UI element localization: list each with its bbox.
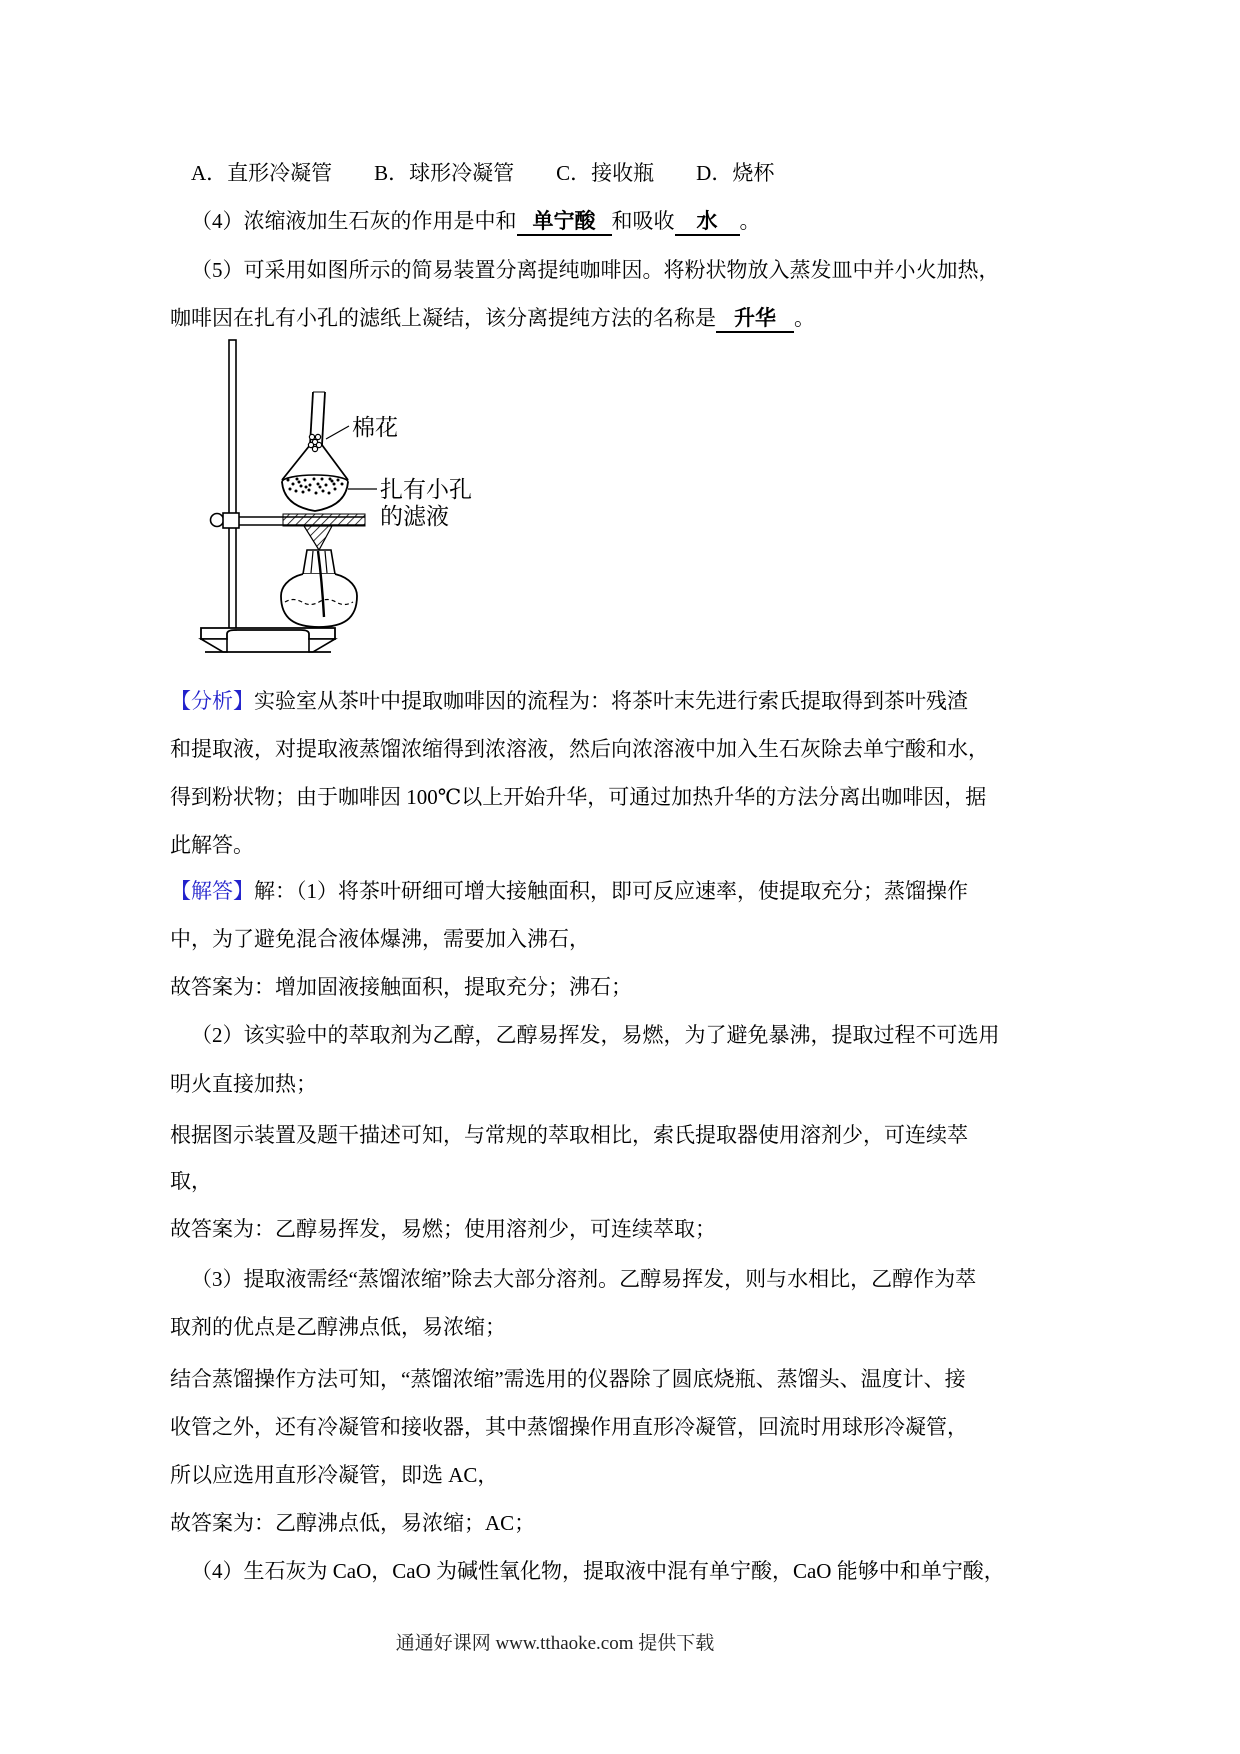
question-4-end: 。 — [739, 209, 761, 233]
solution-line-11: 结合蒸馏操作方法可知，“蒸馏浓缩”需选用的仪器除了圆底烧瓶、蒸馏头、温度计、接 — [170, 1367, 966, 1391]
paper-label: 的滤液 — [380, 504, 449, 529]
analysis-line-4: 此解答。 — [170, 833, 254, 857]
cotton-icon — [308, 434, 321, 451]
apparatus-figure — [185, 338, 585, 660]
figure-labels — [326, 415, 472, 529]
solution-line-13: 所以应选用直形冷凝管，即选 AC， — [170, 1463, 499, 1487]
alcohol-lamp-icon — [281, 550, 357, 627]
answer-blank-tannic-acid: 单宁酸 — [517, 209, 612, 236]
question-5-end: 。 — [794, 306, 815, 330]
solution-line-7: 取， — [170, 1169, 212, 1193]
analysis-line-3: 得到粉状物；由于咖啡因 100℃以上开始升华，可通过加热升华的方法分离出咖啡因，据 — [170, 785, 987, 809]
cotton-label: 棉花 — [352, 415, 398, 440]
question-5-text: 咖啡因在扎有小孔的滤纸上凝结，该分离提纯方法的名称是 — [170, 306, 716, 330]
analysis-tag: 【分析】 — [170, 689, 254, 713]
answer-blank-sublimation: 升华 — [716, 306, 794, 333]
solution-line-1 — [170, 878, 1090, 905]
solution-line-10: 取剂的优点是乙醇沸点低，易浓缩； — [170, 1315, 506, 1339]
solution-line-9: （3）提取液需经“蒸馏浓缩”除去大部分溶剂。乙醇易挥发，则与水相比，乙醇作为萃 — [191, 1267, 977, 1291]
filter-paper-dish-icon — [282, 475, 348, 511]
solution-line-15: （4）生石灰为 CaO，CaO 为碱性氧化物，提取液中混有单宁酸，CaO 能够中和单宁酸， — [191, 1559, 1005, 1583]
clamp-ring-icon — [211, 513, 366, 528]
solution-line-14: 故答案为：乙醇沸点低，易浓缩；AC； — [170, 1511, 536, 1535]
solution-line-8: 故答案为：乙醇易挥发，易燃；使用溶剂少，可连续萃取； — [170, 1217, 716, 1241]
question-5-line1: （5）可采用如图所示的简易装置分离提纯咖啡因。将粉状物放入蒸发皿中并小火加热， — [191, 258, 1000, 282]
solution-line-3: 故答案为：增加固液接触面积，提取充分；沸石； — [170, 975, 632, 999]
solution-line-12: 收管之外，还有冷凝管和接收器，其中蒸馏操作用直形冷凝管，回流时用球形冷凝管， — [170, 1415, 968, 1439]
answer-blank-water: 水 — [675, 209, 740, 236]
apparatus-drawing — [185, 338, 585, 660]
analysis-text-1: 实验室从茶叶中提取咖啡因的流程为：将茶叶末先进行索氏提取得到茶叶残渣 — [254, 689, 968, 713]
question-4-line — [170, 208, 1111, 236]
solution-line-6: 根据图示装置及题干描述可知，与常规的萃取相比，索氏提取器使用溶剂少，可连续萃 — [170, 1123, 968, 1147]
solution-tag: 【解答】 — [170, 879, 254, 903]
flame-icon — [304, 526, 332, 550]
question-4-mid-text: 和吸收 — [611, 209, 675, 233]
solution-line-5: 明火直接加热； — [170, 1072, 317, 1096]
analysis-line-2: 和提取液，对提取液蒸馏浓缩得到浓溶液，然后向浓溶液中加入生石灰除去单宁酸和水， — [170, 737, 989, 761]
holes-label: 扎有小孔 — [380, 477, 472, 502]
question-4-text: （4）浓缩液加生石灰的作用是中和 — [191, 209, 517, 233]
solution-line-4: （2）该实验中的萃取剂为乙醇，乙醇易挥发，易燃，为了避免暴沸，提取过程不可选用 — [191, 1023, 1000, 1047]
question-5-line2 — [170, 305, 1090, 333]
solution-text-1: 解：（1）将茶叶研细可增大接触面积，即可反应速率，使提取充分；蒸馏操作 — [254, 879, 968, 903]
analysis-line-1 — [170, 688, 1090, 715]
solution-line-2: 中，为了避免混合液体爆沸，需要加入沸石， — [170, 927, 590, 951]
footer-watermark: 通通好课网 www.tthaoke.com 提供下载 — [395, 1633, 715, 1654]
options-line: A．直形冷凝管 B．球形冷凝管 C．接收瓶 D．烧杯 — [191, 161, 775, 185]
